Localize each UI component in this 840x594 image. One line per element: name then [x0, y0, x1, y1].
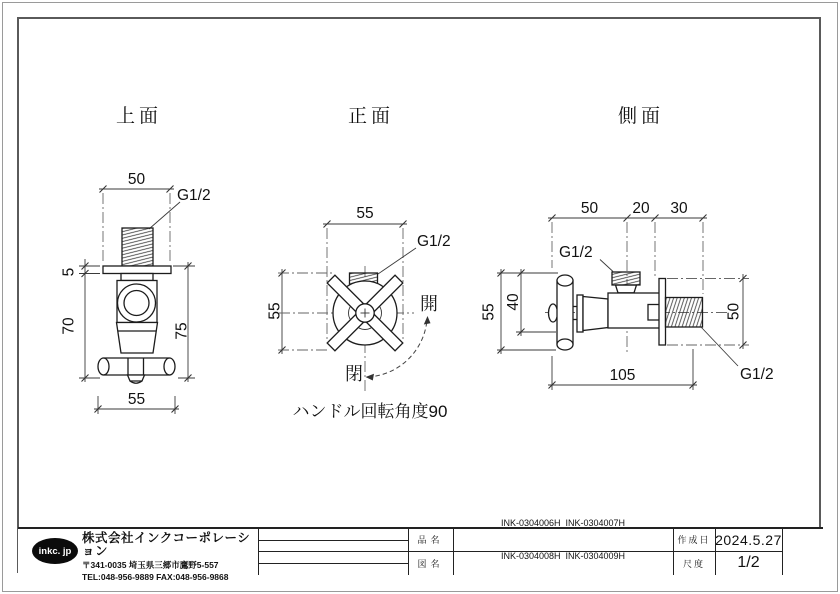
top-dim-50: 50	[127, 171, 146, 188]
top-thread-stub	[122, 228, 153, 266]
side-dim-40: 40	[504, 293, 522, 311]
front-dim-55-left: 55	[266, 302, 284, 320]
open-label: 開	[420, 294, 438, 314]
side-thread-right-label: G1/2	[740, 366, 774, 383]
title-block	[18, 517, 823, 582]
company-logo-text: inkc. jp	[38, 545, 72, 557]
company-address: 〒341-0035 埼玉県三郷市鷹野5-557	[82, 560, 219, 570]
side-handle	[557, 275, 573, 350]
side-view	[480, 105, 773, 390]
top-flange	[103, 266, 171, 274]
top-cross-handle	[98, 358, 175, 383]
side-view-valve-body	[549, 272, 703, 350]
top-dim-55: 55	[127, 391, 146, 408]
side-thread-top	[612, 272, 640, 285]
company-name: 株式会社インクコーポレーション	[82, 531, 251, 558]
side-thread-top-label: G1/2	[559, 244, 593, 261]
side-handle-hub	[549, 304, 558, 322]
side-view-dimension-105	[548, 349, 697, 390]
arc-arrow-up	[424, 316, 431, 325]
side-bonnet	[583, 297, 608, 331]
top-dim-70: 70	[60, 317, 78, 335]
side-dim-50: 50	[580, 200, 599, 217]
grid-line	[258, 563, 408, 564]
front-view	[266, 105, 450, 421]
grid-line	[782, 528, 783, 575]
scale-label: 尺度	[682, 558, 705, 569]
grid-line	[258, 551, 408, 552]
front-thread-label: G1/2	[417, 233, 451, 250]
company-logo	[32, 538, 78, 564]
drawing-name-value	[453, 551, 673, 575]
company-tel-fax: TEL:048-956-9889 FAX:048-956-9868	[82, 571, 229, 582]
front-dim-55-top: 55	[356, 205, 374, 222]
product-numbers	[453, 517, 673, 561]
side-body	[608, 293, 660, 328]
drawing-name-label: 図名	[417, 558, 444, 569]
top-thread-label: G1/2	[177, 187, 211, 204]
side-view-dimensions-left	[480, 269, 558, 354]
company-info	[82, 530, 257, 582]
top-bonnet	[117, 323, 158, 354]
rotation-note: ハンドル回転角度90	[292, 402, 448, 421]
grid-line	[258, 540, 408, 541]
top-dim-75: 75	[173, 322, 191, 340]
top-view-title: 上面	[116, 106, 163, 127]
created-date-value: 2024.5.27	[715, 531, 782, 548]
side-view-dimensions-right	[667, 274, 774, 383]
side-dim-20: 20	[632, 200, 650, 217]
product-numbers-line1: INK-0304006H INK-0304007H	[500, 517, 626, 528]
side-view-title: 側面	[618, 106, 665, 127]
front-view-handle	[327, 273, 403, 351]
front-view-title: 正面	[348, 106, 395, 127]
side-wall-flange	[659, 279, 666, 346]
side-dim-55: 55	[480, 303, 498, 321]
top-view-valve-body	[98, 228, 175, 383]
side-dim-right-50: 50	[725, 302, 743, 321]
side-dim-105: 105	[609, 367, 636, 384]
close-label: 閉	[345, 364, 363, 384]
side-dim-30: 30	[670, 200, 688, 217]
top-view	[60, 105, 210, 414]
scale-value: 1/2	[737, 554, 760, 571]
created-date-label: 作成日	[677, 535, 711, 545]
top-dim-5: 5	[60, 267, 78, 277]
product-numbers-line2: INK-0304008H INK-0304009H	[500, 550, 626, 561]
side-thread-pipe	[666, 298, 703, 328]
product-name-label: 品名	[417, 535, 444, 545]
arc-arrow-left	[366, 374, 375, 381]
